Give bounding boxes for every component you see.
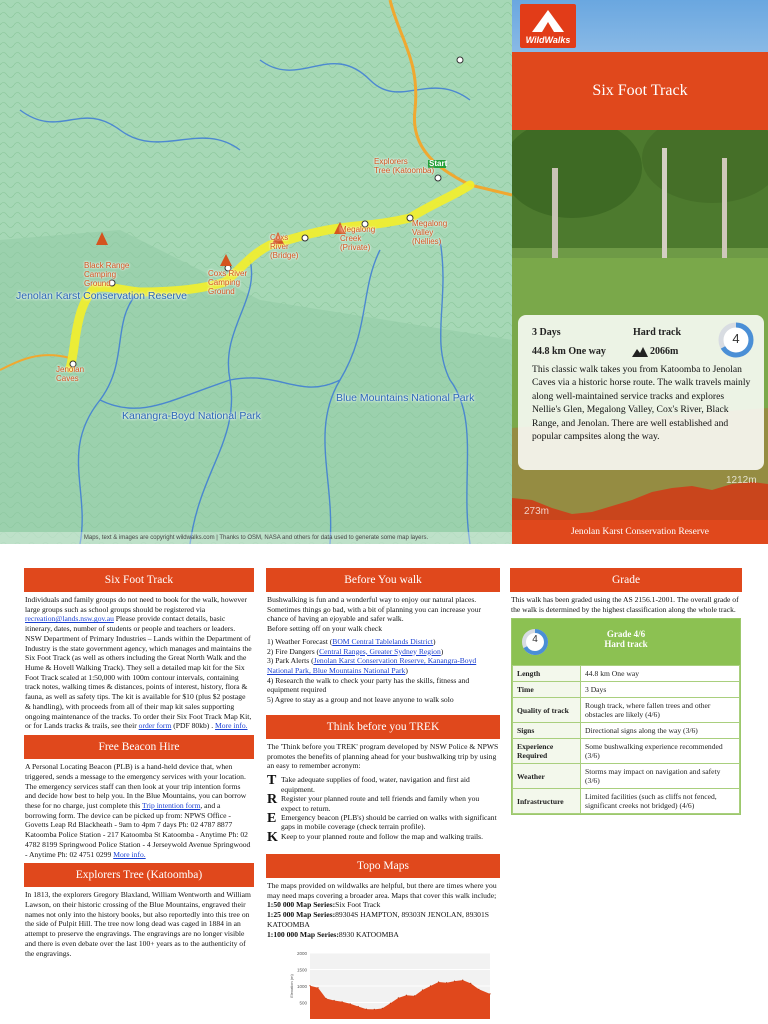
map-series-value: 89304S HAMPTON, 89303N JENOLAN, 89301S KATOOMBA [267,910,489,929]
elevation-point [334,1000,335,1001]
trek-item [267,775,499,794]
waypoint-label[interactable]: Coxs River (Bridge) [270,233,299,260]
waypoint-label[interactable]: Megalong Creek (Private) [340,225,376,252]
elevation-point [358,1006,359,1007]
table-row [513,789,740,814]
elevation-point [470,983,471,984]
elevation-point [422,990,423,991]
distance-stat: 44.8 km One way [532,346,606,357]
elevation-point [366,1009,367,1010]
list-text: ) [405,666,408,676]
row-label: Time [513,682,581,698]
section-heading: Before You walk [266,568,500,592]
elevation-point [390,1003,391,1004]
map-series-label: 1:25 000 Map Series: [267,910,336,920]
walk-description: This classic walk takes you from Katoomba to Jenolan Caves via a historic horse route. The walk travels mainly along well-maintained service tracks and explores Nellie's Glen, Megalong Valley, Cox's River, Black Range, and Jenolan. There are well established and popular campsites along the way. [532,364,751,443]
y-tick-label: 1000 [296,984,307,990]
table-row [513,739,740,764]
order-form-link[interactable]: order form [138,721,172,731]
trek-letter: K [267,829,278,845]
waypoint-label[interactable]: Jenolan Caves [56,365,85,383]
row-label: Quality of track [513,698,581,723]
waypoint-label[interactable]: Explorers Tree (Katoomba) [374,157,435,175]
section-heading: Free Beacon Hire [24,735,254,759]
trek-text [266,739,500,848]
row-label: Weather [513,764,581,789]
elevation-point [489,994,490,995]
paragraph: Please provide contact details, basic itinerary, dates, number of students or people and teachers or leaders. NSW Department of Primary Industries – Lands within the Department of Industry is the state government agency, which manages and maintains the Six Foot Track (as well as others including the Great North Walk and the Hume & Hovell Walking Track). They sell a detailed map kit for the Six Foot Track scaled at 1:50,000 with 100m contour intervals, containing track notes, walking times & distances, points of interest, history, flora & fauna, as well as safety tips. The kit is available for $10 (plus $2 postage & handling), with proceeds from all of their map kit sales supporting ongoing maintenance of the tracks. To order their Six Foot Track Map Kit, or for Lands tracks & trails, see their [25,614,252,731]
park-alerts-link[interactable]: Jenolan Karst Conservation Reserve, Kanangra-Boyd National Park, Blue Mountains National Park [267,656,477,676]
elevation-profile-chart[interactable] [266,947,500,1023]
row-value: 3 Days [581,682,740,698]
more-info-link[interactable]: More info. [215,721,248,731]
trek-text: Keep to your planned route and follow the map and walking trails. [281,831,484,841]
row-value: Some bushwalking experience recommended (3/6) [581,739,740,764]
y-tick-label: 500 [299,1000,307,1006]
list-item: 5) Agree to stay as a group and not leave anyone to walk solo [267,695,454,705]
map-canvas [0,0,512,544]
row-label: Signs [513,723,581,739]
elev-max-label: 1212m [726,475,757,486]
days-stat: 3 Days [532,327,561,338]
column-safety [266,568,500,1023]
section-heading: Grade [510,568,742,592]
before-walk-text [266,592,500,709]
paragraph: Bushwalking is fun and a wonderful way to enjoy our natural places. Sometimes things go bad, with a bit of planning you can increase your chance of having an ejoyable and safer walk. [267,595,482,624]
trek-letter: R [267,792,278,808]
trek-item [267,829,499,845]
section-heading: Think before you TREK [266,715,500,739]
section-heading: Topo Maps [266,854,500,878]
trek-text: Emergency beacon (PLB's) should be carried on walks with significant gaps in mobile coverage (check terrain profile). [281,813,497,832]
ascent-stat: 2066m [650,346,679,357]
paragraph: A Personal Locating Beacon (PLB) is a hand-held device that, when triggered, sends a message to the emergency services with your location. The emergency services staff can then look at your trip intention forms and decide how best to help you. In the Blue Mountains, you can borrow these for no charge, just complete this [25,762,247,810]
park-label: Jenolan Karst Conservation Reserve [16,290,188,302]
map-copyright: Maps, text & images are copyright wildwalks.com | Thanks to OSM, NASA and others for data used to generate some map layers. [0,532,512,544]
more-info-link[interactable]: More info. [113,849,146,859]
topo-maps-text [266,878,500,943]
elevation-point [446,982,447,983]
trek-item [267,794,499,813]
y-axis-label: Elevation (m) [289,974,294,999]
row-value: Rough track, where fallen trees and other obstacles are likely (4/6) [581,698,740,723]
y-tick-label: 1500 [296,967,307,973]
list-text: 3) Park Alerts ( [267,656,314,666]
trek-text: Take adequate supplies of food, water, navigation and first aid equipment. [281,775,470,794]
column-grade [510,568,742,815]
elevation-point [406,995,407,996]
grade-subtitle: Hard track [604,639,648,650]
difficulty-stat: Hard track [633,327,682,338]
paragraph: Before setting off on your walk check [267,624,382,634]
map-series-value: 8930 KATOOMBA [338,929,399,939]
elevation-point [478,989,479,990]
list-text: 1) Weather Forecast ( [267,636,333,646]
mountain-icon [520,4,576,34]
route-map[interactable] [0,0,512,544]
trek-item [267,813,499,832]
map-series-value: Six Foot Track [335,900,381,910]
table-row [513,723,740,739]
elevation-point [414,996,415,997]
section-heading: Explorers Tree (Katoomba) [24,863,254,887]
trek-letter: E [267,811,277,826]
ascent-icon [632,346,648,357]
row-label: Length [513,666,581,682]
paragraph: The 'Think before you TREK' program developed by NSW Police & NPWS promotes the benefits of planning ahead for your bushwalking trip by using an easy to remember acronym: [267,741,499,771]
row-value: Limited facilities (such as cliffs not fenced, significant creeks not bridged) (4/6) [581,789,740,814]
weather-link[interactable]: BOM Central Tablelands District [332,636,434,646]
elevation-point [309,985,310,986]
row-label: Infrastructure [513,789,581,814]
table-row [513,666,740,682]
grade-table [512,665,740,814]
waypoint-label[interactable]: Coxs River Camping Ground [208,269,248,296]
park-label: Blue Mountains National Park [336,392,475,404]
trek-letter: T [267,773,277,789]
grade-box [511,618,741,815]
elevation-point [462,980,463,981]
grade-title: Grade 4/6 [606,629,646,640]
list-text: ) [433,636,436,646]
list-text: ) [440,646,444,656]
elev-min-label: 273m [524,506,550,517]
map-series-label: 1:50 000 Map Series: [267,900,336,910]
trek-list [267,775,499,844]
booking-text [24,592,254,735]
list-text: 2) Fire Dangers ( [267,646,320,656]
logo-text: WildWalks [525,35,571,45]
table-row [513,764,740,789]
trip-intention-link[interactable]: Trip intention form [141,800,201,810]
elevation-point [350,1003,351,1004]
email-link[interactable]: recreation@lands.nsw.gov.au [25,614,114,624]
y-tick-label: 2000 [296,951,307,957]
elevation-point [430,986,431,987]
elevation-point [342,1001,343,1002]
grade-number: 4 [532,634,538,646]
elevation-point [454,981,455,982]
trek-text: Register your planned route and tell friends and family when you expect to return. [281,794,480,813]
wildwalks-logo[interactable] [520,4,576,48]
park-label: Kanangra-Boyd National Park [122,410,261,422]
explorers-tree-text: In 1813, the explorers Gregory Blaxland, William Wentworth and William Lawson, on their historic crossing of the Blue Mountains, engraved their names not only into the history books, but also reportedly into this tree on the side of Pulpit Hill. The tree now long dead was caged in 1884 in an attempt to preserve the engravings. The engravings are no longer visible and there is even debate over the last 100+ years as to the authenticity of the engravings. [25,890,251,958]
walk-title: Six Foot Track [512,52,768,130]
grade-summary [512,619,740,665]
waypoint-label[interactable]: Megalong Valley (Nellies) [412,219,448,246]
fire-danger-link[interactable]: Central Ranges, Greater Sydney Region [319,646,441,656]
paragraph: Individuals and family groups do not need to book for the walk, however large groups such as school groups should be registered via [25,595,248,614]
elevation-point [382,1008,383,1009]
finish-location: Jenolan Karst Conservation Reserve [512,520,768,544]
start-label[interactable]: Start [429,159,448,168]
elevation-point [438,982,439,983]
paragraph: The maps provided on wildwalks are helpful, but there are times where you may need maps covering a broader area. Maps that cover this walk include; [267,880,497,900]
elevation-point [326,998,327,999]
column-info [24,568,254,962]
table-row [513,698,740,723]
row-value: 44.8 km One way [581,666,740,682]
elevation-point [398,998,399,999]
beacon-text [24,759,254,863]
paragraph: , and a borrowing form. The device can be picked up from: NPWS Office - Govetts Leap Rd Blackheath - 9am to 4pm 7 days Ph: 02 4787 8877 Katoomba Police Station - 217 Katoomba St Katoomba - Anytime Ph: 02 4782 8199 Springwood Police Station - 4 Jerseywold Avenue Springwood - Anytime Ph: 02 4751 0299 [25,800,251,859]
waypoint-label[interactable]: Black Range Camping Ground [84,261,130,288]
elevation-point [317,987,318,988]
grade-intro: This walk has been graded using the AS 2156.1-2001. The overall grade of the walk is determined by the highest classification along the whole track. [511,595,739,614]
row-value: Storms may impact on navigation and safety (3/6) [581,764,740,789]
paragraph: (PDF 80kb) . [171,721,216,731]
grade-ring-number: 4 [732,331,740,346]
map-series-label: 1:100 000 Map Series: [267,929,339,939]
row-value: Directional signs along the way (3/6) [581,723,740,739]
list-item: 4) Research the walk to check your party has the skills, fitness and equipment required [267,675,470,695]
elevation-point [374,1009,375,1010]
table-row [513,682,740,698]
row-label: Experience Required [513,739,581,764]
section-heading: Six Foot Track [24,568,254,592]
